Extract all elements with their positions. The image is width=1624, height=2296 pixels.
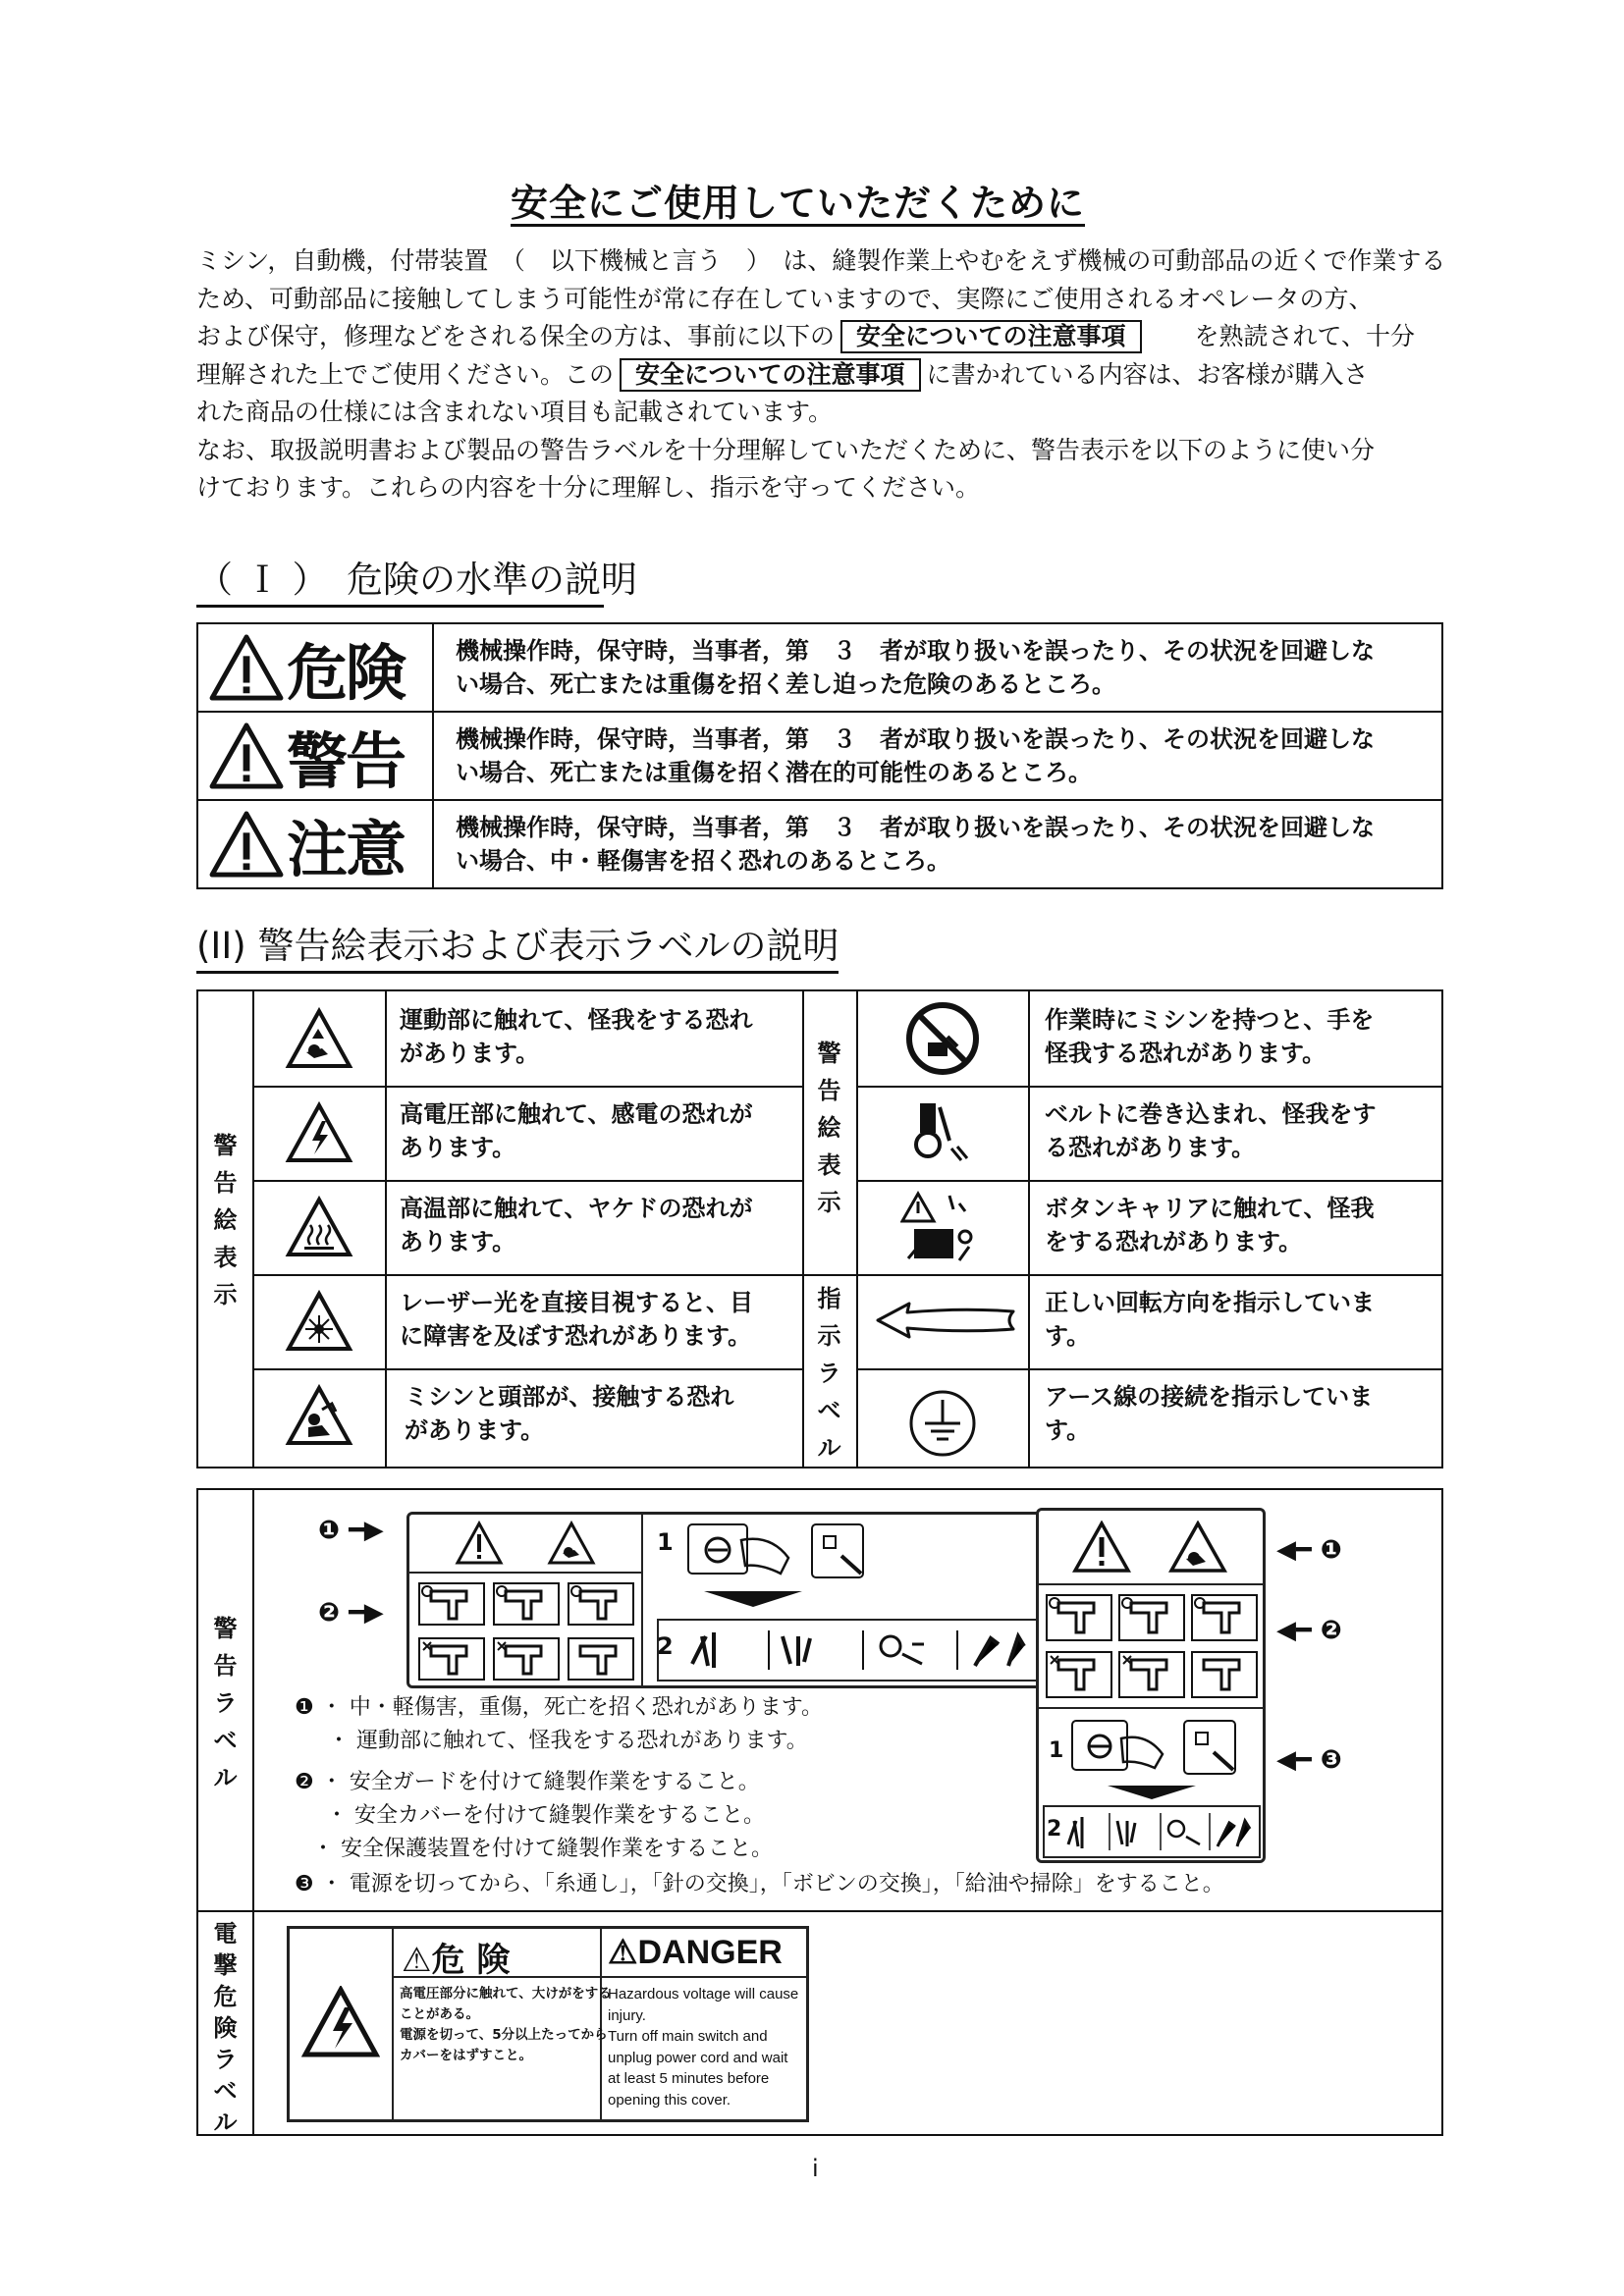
level-word: 危険 [287, 636, 406, 709]
down-arrow-icon [704, 1589, 802, 1609]
level-row-caution [198, 801, 1441, 887]
intro-line: ミシン，自動機，付帯装置 （ 以下機械と言う ） は、縫製作業上やむをえず機械の可動部品の近くで作業する [196, 246, 1446, 275]
level-word: 警告 [287, 724, 406, 797]
vertical-label-warning-labels: 警 告 ラ ベ ル [213, 1615, 238, 1791]
marker-arrow-2: ◀━ ❷ [1276, 1616, 1342, 1645]
vertical-warning-label [1036, 1508, 1266, 1863]
shock-label-en-text: Hazardous voltage will cause injury. Turn off main switch and unplug power cord and wait at least 5 minutes before opening this cover. [608, 1986, 799, 2109]
button-carrier-warning-icon [900, 1190, 989, 1268]
unplug-cord-icon [802, 1521, 881, 1583]
level-description [456, 722, 1477, 789]
device-attached-icon [1190, 1593, 1259, 1642]
ground-symbol-icon [907, 1388, 978, 1459]
guard-removed-icon [417, 1636, 486, 1682]
intro-line [196, 318, 1532, 356]
level-label [198, 624, 434, 711]
intro-line: なお、取扱説明書および製品の警告ラベルを十分理解していただくために、警告表示を以下のように使い分 [196, 435, 1376, 464]
page-number: i [812, 2155, 819, 2182]
pictogram-table [196, 989, 1443, 1468]
high-voltage-warning-icon [301, 1986, 380, 2058]
cover-attached-icon [492, 1581, 561, 1627]
device-attached-icon [567, 1581, 635, 1627]
label-note: ・ 安全カバーを付けて縫製作業をすること。 [326, 1803, 765, 1828]
cover-removed-icon [1117, 1650, 1186, 1699]
hot-surface-warning-icon [285, 1196, 353, 1258]
guard-pictogram-grid [417, 1581, 635, 1683]
vertical-label-warning-pictograms: 警 告 絵 表 示 [213, 1132, 238, 1308]
level-text-line: い場合、中・軽傷害を招く恐れのあるところ。 [456, 847, 950, 875]
head-contact-warning-icon [285, 1384, 353, 1447]
label-note: ・ 安全保護装置を付けて縫製作業をすること。 [312, 1837, 773, 1861]
pictogram-description: 運動部に触れて、怪我をする恐れ があります。 [400, 1006, 753, 1067]
down-arrow-icon [1108, 1784, 1196, 1801]
section-heading-pictograms: (II) 警告絵表示および表示ラベルの説明 [196, 916, 839, 974]
intro-text: を熟読されて、十分 [1194, 322, 1416, 350]
step-number: 2 [657, 1632, 674, 1660]
pictogram-description: ミシンと頭部が、接触する恐れ があります。 [405, 1383, 734, 1444]
no-holding-machine-icon [900, 999, 985, 1078]
label-note: ❸ ・ 電源を切ってから、「糸通し」，「針の交換」，「ボビンの交換」，「給油や掃除」をすること。 [295, 1872, 1224, 1896]
level-label [198, 713, 434, 799]
labels-table [196, 1488, 1443, 2136]
pictogram-description: 高電圧部に触れて、感電の恐れが あります。 [400, 1100, 753, 1161]
warning-triangle-icon [208, 633, 285, 702]
power-switch-off-icon [1068, 1717, 1166, 1780]
moving-parts-warning-icon [1168, 1521, 1227, 1574]
high-voltage-warning-icon [285, 1101, 353, 1164]
level-row-danger [198, 624, 1441, 713]
page-title: 安全にご使用していただくために [511, 182, 1086, 225]
guard-removed-icon [1045, 1650, 1113, 1699]
pictogram-description: レーザー光を直接目視すると、目 に障害を及ぼす恐れがあります。 [400, 1289, 753, 1350]
intro-text: に書かれている内容は、お客様が購入さ [926, 359, 1369, 389]
shock-danger-label [287, 1926, 809, 2122]
device-removed-icon [567, 1636, 635, 1682]
level-text-line: 機械操作時，保守時，当事者，第 ３ 者が取り扱いを誤ったり、その状況を回避しな [456, 637, 1375, 665]
warning-triangle-icon [208, 810, 285, 879]
danger-levels-table [196, 622, 1443, 889]
intro-text: 理解された上でご使用ください。この [196, 359, 615, 389]
pictogram-description: 作業時にミシンを持つと、手を 怪我する恐れがあります。 [1045, 1006, 1375, 1067]
shock-label-jp-title: ⚠危 険 [402, 1941, 511, 1980]
warning-triangle-icon [208, 721, 285, 790]
label-note: ❷ ・ 安全ガードを付けて縫製作業をすること。 [295, 1770, 760, 1794]
intro-line: けております。これらの内容を十分に理解し、指示を守ってください。 [196, 473, 981, 502]
intro-text: および保守，修理などをされる保全の方は、事前に以下の [196, 322, 836, 350]
guard-attached-icon [1045, 1593, 1113, 1642]
level-text-line: 機械操作時，保守時，当事者，第 ３ 者が取り扱いを誤ったり、その状況を回避しな [456, 814, 1375, 841]
pictogram-description: 正しい回転方向を指示していま す。 [1045, 1289, 1375, 1350]
marker-arrow-2: ❷ ━▶ [318, 1598, 384, 1628]
cover-removed-icon [492, 1636, 561, 1682]
level-description [456, 811, 1477, 878]
level-word: 注意 [287, 813, 406, 885]
warning-triangle-icon [455, 1521, 504, 1566]
safety-notice-box: 安全についての注意事項 [840, 320, 1142, 353]
belt-entanglement-icon [900, 1097, 985, 1172]
rotation-direction-arrow-icon [874, 1300, 1017, 1341]
marker-arrow-1: ◀━ ❶ [1276, 1535, 1342, 1565]
vertical-label-indicator: 指 示 ラ ベ ル [817, 1285, 841, 1462]
laser-warning-icon [285, 1290, 353, 1353]
shock-label-jp-text: 高電圧部分に触れて、大けがをする ことがある。 電源を切って、5分以上たってから カバーをはずすこと。 [400, 1986, 612, 2063]
level-text-line: い場合、死亡または重傷を招く潜在的可能性のあるところ。 [456, 759, 1092, 786]
service-actions-icons [1064, 1809, 1259, 1854]
device-removed-icon [1190, 1650, 1259, 1699]
cover-attached-icon [1117, 1593, 1186, 1642]
level-text-line: い場合、死亡または重傷を招く差し迫った危険のあるところ。 [456, 670, 1115, 698]
level-text-line: 機械操作時，保守時，当事者，第 ３ 者が取り扱いを誤ったり、その状況を回避しな [456, 725, 1375, 753]
vertical-label-shock-label: 電 撃 危 険 ラ ベ ル [213, 1920, 238, 2136]
label-note: ・ 運動部に触れて、怪我をする恐れがあります。 [328, 1729, 808, 1753]
pictogram-description: ベルトに巻き込まれ、怪我をす る恐れがあります。 [1045, 1100, 1377, 1161]
pictogram-description: 高温部に触れて、ヤケドの恐れが あります。 [400, 1195, 753, 1255]
power-switch-off-icon [684, 1521, 792, 1583]
marker-arrow-3: ◀━ ❸ [1276, 1745, 1342, 1775]
horizontal-warning-label [406, 1512, 1086, 1688]
vertical-label-warning-pictograms: 警 告 絵 表 示 [817, 1040, 841, 1216]
pictogram-description: アース線の接続を指示していま す。 [1045, 1383, 1374, 1444]
label-note: ❶ ・ 中・軽傷害，重傷，死亡を招く恐れがあります。 [295, 1695, 823, 1720]
intro-line: ため、可動部品に接触してしまう可能性が常に存在していますので、実際にご使用されるオペレータの方、 [196, 284, 1374, 313]
unplug-cord-icon [1176, 1717, 1255, 1780]
shock-label-en-title: ⚠DANGER [608, 1934, 783, 1971]
moving-parts-warning-icon [547, 1521, 596, 1566]
intro-paragraph [196, 242, 1532, 507]
marker-arrow-1: ❶ ━▶ [318, 1516, 384, 1545]
service-actions-icons [684, 1625, 1077, 1676]
level-description [456, 634, 1477, 701]
level-row-warning [198, 713, 1441, 801]
step-number: 2 [1047, 1817, 1062, 1842]
guard-attached-icon [417, 1581, 486, 1627]
moving-parts-warning-icon [285, 1007, 353, 1070]
step-number: 1 [657, 1528, 674, 1556]
warning-triangle-icon [1072, 1521, 1131, 1574]
intro-line: れた商品の仕様には含まれない項目も記載されています。 [196, 398, 834, 426]
pictogram-description: ボタンキャリアに触れて、怪我 をする恐れがあります。 [1045, 1195, 1375, 1255]
safety-notice-box: 安全についての注意事項 [620, 358, 921, 392]
intro-line [196, 356, 1532, 395]
level-label [198, 801, 434, 887]
section-heading-levels: （ Ｉ ） 危険の水準の説明 [196, 550, 604, 608]
step-number: 1 [1049, 1738, 1064, 1763]
